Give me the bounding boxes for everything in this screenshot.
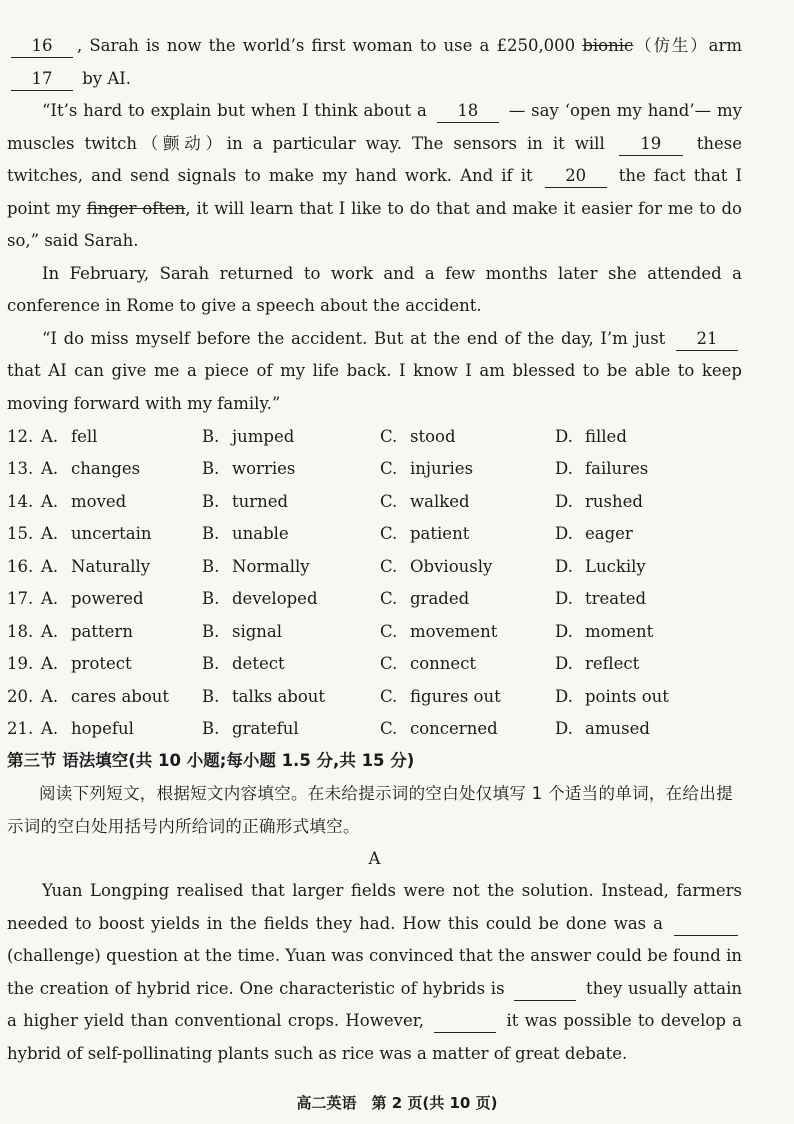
blank-grammar-2 bbox=[514, 978, 576, 1001]
option-key: A. bbox=[41, 524, 59, 544]
option-key: B. bbox=[202, 589, 220, 609]
option-text: amused bbox=[585, 719, 650, 739]
question-number: 13. bbox=[7, 459, 34, 479]
option-d bbox=[555, 427, 705, 446]
question-row bbox=[7, 485, 742, 518]
option-text: Naturally bbox=[71, 556, 151, 576]
option-key: B. bbox=[202, 491, 220, 511]
question-row bbox=[7, 518, 742, 551]
option-d bbox=[555, 654, 705, 673]
option-text: eager bbox=[585, 524, 633, 544]
question-number: 14. bbox=[7, 491, 34, 511]
option-c bbox=[380, 687, 555, 706]
option-text: signal bbox=[232, 621, 283, 641]
option-b bbox=[202, 622, 380, 641]
blank-20: 20 bbox=[545, 165, 607, 188]
option-text: points out bbox=[585, 686, 669, 706]
question-row bbox=[7, 420, 742, 453]
blank-18: 18 bbox=[437, 100, 499, 123]
option-b bbox=[202, 589, 380, 608]
option-key: A. bbox=[41, 491, 59, 511]
option-key: D. bbox=[555, 589, 573, 609]
option-b bbox=[202, 492, 380, 511]
option-text: talks about bbox=[232, 686, 326, 706]
option-text: pattern bbox=[71, 621, 133, 641]
option-text: treated bbox=[585, 589, 647, 609]
option-key: C. bbox=[380, 654, 398, 674]
option-key: A. bbox=[41, 654, 59, 674]
option-c bbox=[380, 427, 555, 446]
option-key: D. bbox=[555, 459, 573, 479]
option-key: A. bbox=[41, 556, 59, 576]
option-key: D. bbox=[555, 719, 573, 739]
option-key: B. bbox=[202, 556, 220, 576]
option-c bbox=[380, 459, 555, 478]
option-key: A. bbox=[41, 621, 59, 641]
option-text: figures out bbox=[410, 686, 501, 706]
question-number: 16. bbox=[7, 556, 34, 576]
option-text: protect bbox=[71, 654, 132, 674]
paragraph-yuan: Yuan Longping realised that larger fields were not the solution. Instead, farmers needed to boost yields in the fields they had. How this could be done was a (challenge) question at the time. Yuan was convinced that the answer could be found in the creation of hybrid rice. One characteristic of hybrids is they usually attain a higher yield than conventional crops. However, it was possible to develop a hybrid of self-pollinating plants such as rice was a matter of great debate. bbox=[7, 881, 742, 1063]
question-row bbox=[7, 680, 742, 713]
question-row bbox=[7, 550, 742, 583]
blank-grammar-1 bbox=[674, 913, 738, 936]
option-text: turned bbox=[232, 491, 289, 511]
option-text: detect bbox=[232, 654, 285, 674]
option-text: developed bbox=[232, 589, 318, 609]
option-text: walked bbox=[410, 491, 470, 511]
option-d bbox=[555, 589, 705, 608]
paragraph-february: In February, Sarah returned to work and a few months later she attended a conference in Rome to give a speech about the accident. bbox=[7, 263, 742, 315]
option-text: Obviously bbox=[410, 556, 493, 576]
option-text: cares about bbox=[71, 686, 170, 706]
option-d bbox=[555, 492, 705, 511]
option-key: B. bbox=[202, 524, 220, 544]
option-d bbox=[555, 557, 705, 576]
option-text: powered bbox=[71, 589, 144, 609]
option-key: B. bbox=[202, 459, 220, 479]
option-key: D. bbox=[555, 556, 573, 576]
option-c bbox=[380, 654, 555, 673]
option-c bbox=[380, 589, 555, 608]
option-a bbox=[41, 524, 202, 543]
option-text: Normally bbox=[232, 556, 310, 576]
option-key: D. bbox=[555, 524, 573, 544]
option-key: B. bbox=[202, 686, 220, 706]
option-b bbox=[202, 427, 380, 446]
option-key: C. bbox=[380, 686, 398, 706]
blank-grammar-3 bbox=[434, 1010, 496, 1033]
option-text: concerned bbox=[410, 719, 498, 739]
option-c bbox=[380, 557, 555, 576]
blank-16: 16 bbox=[11, 35, 73, 58]
paragraph-21: “I do miss myself before the accident. But at the end of the day, I’m just 21 that AI can give me a piece of my life back. I know I am blessed to be able to keep moving forward with my family.” bbox=[7, 328, 742, 413]
option-b bbox=[202, 654, 380, 673]
option-d bbox=[555, 459, 705, 478]
option-c bbox=[380, 524, 555, 543]
option-key: D. bbox=[555, 491, 573, 511]
option-key: D. bbox=[555, 621, 573, 641]
option-a bbox=[41, 492, 202, 511]
option-c bbox=[380, 492, 555, 511]
option-a bbox=[41, 427, 202, 446]
question-number: 20. bbox=[7, 686, 34, 706]
struck-bionic: bionic bbox=[582, 36, 634, 55]
option-a bbox=[41, 622, 202, 641]
option-text: failures bbox=[585, 459, 649, 479]
option-text: hopeful bbox=[71, 719, 134, 739]
option-a bbox=[41, 557, 202, 576]
option-key: B. bbox=[202, 654, 220, 674]
passage-label: A bbox=[368, 849, 381, 868]
option-text: stood bbox=[410, 426, 456, 446]
option-text: worries bbox=[232, 459, 296, 479]
option-text: patient bbox=[410, 524, 470, 544]
section-title: 第三节 语法填空(共 10 小题;每小题 1.5 分,共 15 分) bbox=[7, 751, 415, 770]
option-text: connect bbox=[410, 654, 477, 674]
option-key: D. bbox=[555, 654, 573, 674]
option-key: A. bbox=[41, 719, 59, 739]
option-key: A. bbox=[41, 459, 59, 479]
option-d bbox=[555, 622, 705, 641]
option-text: movement bbox=[410, 621, 498, 641]
option-text: filled bbox=[585, 426, 627, 446]
option-b bbox=[202, 687, 380, 706]
option-text: rushed bbox=[585, 491, 643, 511]
option-a bbox=[41, 589, 202, 608]
blank-21: 21 bbox=[676, 328, 738, 351]
option-key: D. bbox=[555, 686, 573, 706]
option-key: C. bbox=[380, 459, 398, 479]
option-d bbox=[555, 687, 705, 706]
option-a bbox=[41, 687, 202, 706]
option-text: changes bbox=[71, 459, 141, 479]
option-c bbox=[380, 622, 555, 641]
paragraph-18-20: “It’s hard to explain but when I think about a 18 — say ‘open my hand’— my muscles twitch（颤动）in a particular way. The sensors in it will 19 these twitches, and send signals to make my hand work. And if it 20 the fact that I point my finger often, it will learn that I like to do that and make it easier for me to do so,” said Sarah. bbox=[7, 101, 743, 250]
section-instruction: 阅读下列短文，根据短文内容填空。在未给提示词的空白处仅填写 1 个适当的单词，在给出提示词的空白处用括号内所给词的正确形式填空。 bbox=[7, 784, 733, 836]
blank-17: 17 bbox=[11, 68, 73, 91]
question-number: 17. bbox=[7, 589, 34, 609]
option-key: C. bbox=[380, 426, 398, 446]
option-b bbox=[202, 557, 380, 576]
option-key: B. bbox=[202, 426, 220, 446]
option-key: D. bbox=[555, 426, 573, 446]
option-key: A. bbox=[41, 589, 59, 609]
option-a bbox=[41, 719, 202, 738]
option-key: B. bbox=[202, 719, 220, 739]
blank-19: 19 bbox=[619, 133, 683, 156]
option-text: reflect bbox=[585, 654, 640, 674]
option-key: C. bbox=[380, 719, 398, 739]
option-text: moment bbox=[585, 621, 654, 641]
option-a bbox=[41, 459, 202, 478]
option-key: C. bbox=[380, 621, 398, 641]
option-text: uncertain bbox=[71, 524, 152, 544]
option-key: C. bbox=[380, 589, 398, 609]
option-text: moved bbox=[71, 491, 127, 511]
question-row bbox=[7, 713, 742, 746]
option-b bbox=[202, 459, 380, 478]
struck-finger-often: finger often bbox=[86, 198, 186, 218]
option-key: C. bbox=[380, 556, 398, 576]
option-key: B. bbox=[202, 621, 220, 641]
question-number: 12. bbox=[7, 426, 34, 446]
option-key: A. bbox=[41, 426, 59, 446]
option-d bbox=[555, 524, 705, 543]
option-text: grateful bbox=[232, 719, 299, 739]
option-c bbox=[380, 719, 555, 738]
option-text: Luckily bbox=[585, 556, 646, 576]
question-row bbox=[7, 615, 742, 648]
option-text: graded bbox=[410, 589, 470, 609]
option-key: A. bbox=[41, 686, 59, 706]
option-d bbox=[555, 719, 705, 738]
question-number: 15. bbox=[7, 524, 34, 544]
page-footer: 高二英语 第 2 页(共 10 页) bbox=[296, 1094, 498, 1112]
option-text: fell bbox=[71, 426, 98, 446]
question-row bbox=[7, 453, 742, 486]
question-row bbox=[7, 583, 742, 616]
option-b bbox=[202, 524, 380, 543]
question-number: 18. bbox=[7, 621, 34, 641]
option-key: C. bbox=[380, 491, 398, 511]
question-number: 21. bbox=[7, 719, 34, 739]
paragraph-16-17: 16 , Sarah is now the world’s first woman to use a £250,000 bionic（仿生）arm 17 by AI. bbox=[7, 30, 742, 95]
option-text: unable bbox=[232, 524, 289, 544]
option-key: C. bbox=[380, 524, 398, 544]
option-b bbox=[202, 719, 380, 738]
question-row bbox=[7, 648, 742, 681]
option-text: injuries bbox=[410, 459, 474, 479]
options-list bbox=[7, 420, 742, 745]
question-number: 19. bbox=[7, 654, 34, 674]
option-a bbox=[41, 654, 202, 673]
option-text: jumped bbox=[232, 426, 295, 446]
